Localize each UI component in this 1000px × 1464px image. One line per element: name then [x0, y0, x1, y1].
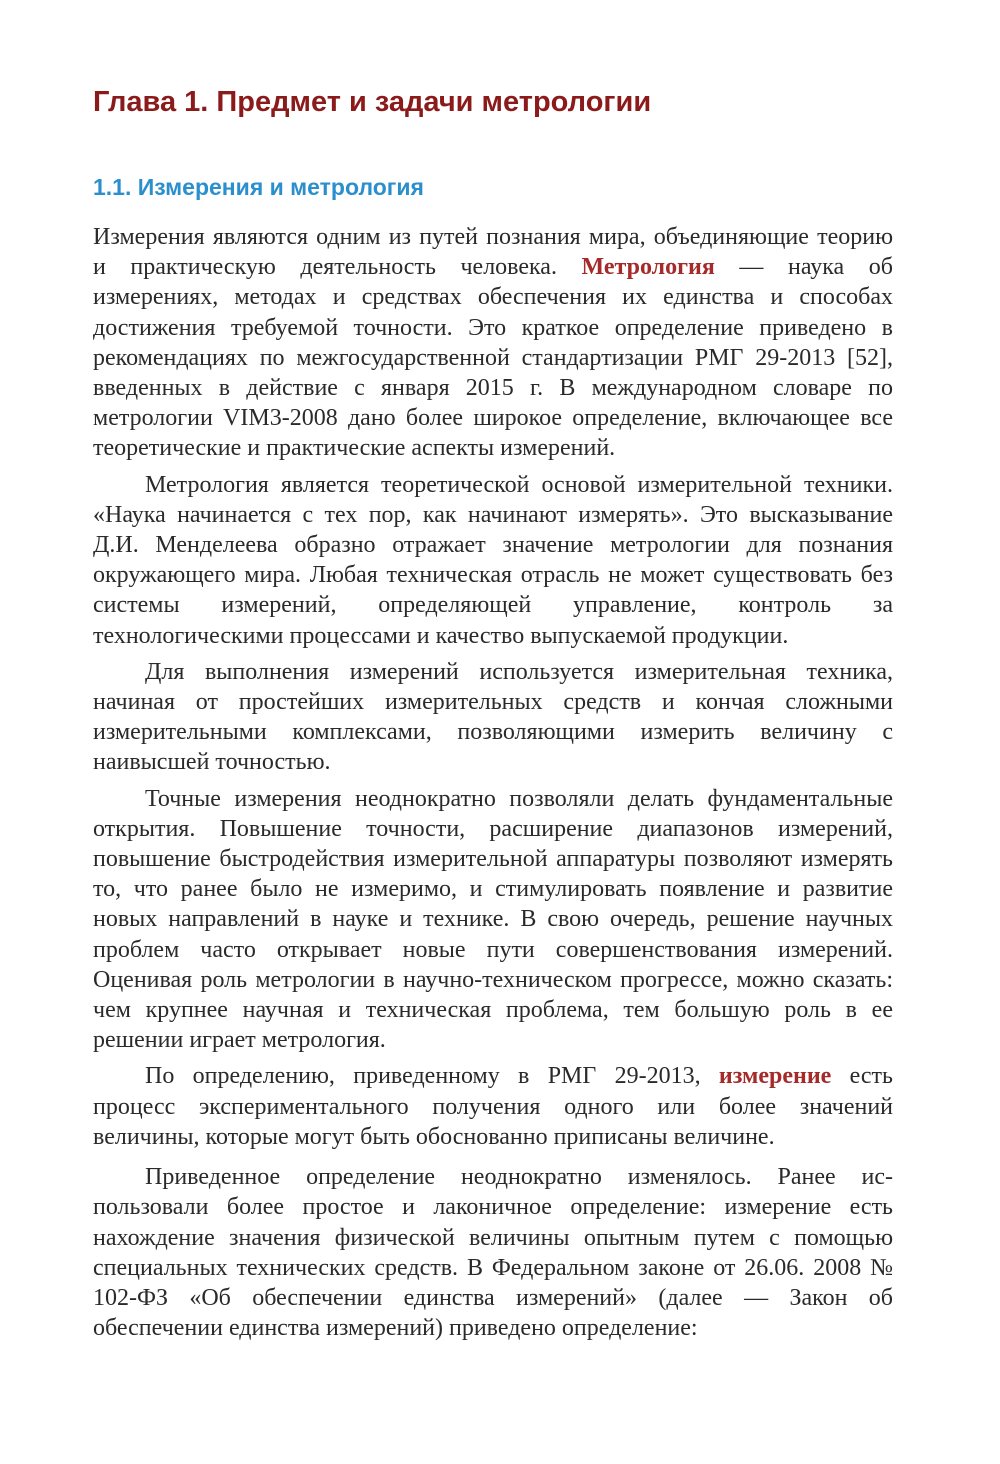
section-title: 1.1. Измерения и метрология [93, 174, 424, 200]
paragraph-5-before: По определению, приведенному в РМГ 29-2013, [145, 1063, 719, 1090]
chapter-title: Глава 1. Предмет и задачи метрологии [93, 86, 652, 118]
paragraph-1-before: Измерения являются одним из путей познания мира, объединяющие теорию и практическую деятельность человека. [93, 224, 893, 281]
paragraph-1-after: — наука об измерениях, методах и средствах обеспечения их единства и способах достижения требуемой точности. Это краткое определение приведено в рекомендациях по межгосударственной стандартизации РМГ 29-2013 [52], введенных в действие с января 2015 г. В международном словаре по метрологии VIM3-2008 дано более широкое определение, включающее все теоретические и практические аспекты измерений. [93, 254, 893, 462]
paragraph-4: Точные измерения неоднократно позволяли делать фундаментальные открытия. Повышение точности, расширение диапазонов измерений, повышение быстродействия измерительной аппаратуры позволяют измерять то, что ранее было не измеримо, и стимулировать появление и развитие новых направлений в науке и технике. В свою очередь, решение научных проблем часто открывает новые пути совершенствования измерений. Оценивая роль метрологии в научно-техническом прогрессе, можно сказать: чем крупнее научная и техническая проблема, тем большую роль в ее решении играет метрология. [93, 785, 893, 1054]
paragraph-6: Приведенное определение неоднократно изменялось. Ранее использовали более простое и лаконичное определение: измерение есть нахождение значения физической величины опытным путем с помощью специальных технических средств. В Федеральном законе от 26.06. 2008 № 102-ФЗ «Об обеспечении единства измерений» (далее — Закон об обеспечении единства измерений) приведено определение: [93, 1164, 893, 1342]
body-text [93, 222, 893, 1343]
paragraph-1 [93, 222, 893, 464]
paragraph-5 [93, 1061, 893, 1152]
term-measurement: измерение [718, 1063, 832, 1090]
paragraph-2: Метрология является теоретической основой измерительной техники. «Наука начинается с тех пор, как начинают измерять». Это высказывание Д.И. Менделеева образно отражает значение метрологии для познания окружающего мира. Любая техническая отрасль не может существовать без системы измерений, определяющей управление, контроль за технологическими процессами и качество выпускаемой продукции. [93, 471, 893, 649]
paragraph-5-after: есть процесс экспериментального получения одного или более значений величины, которые могут быть обоснованно приписаны величине. [93, 1063, 893, 1150]
paragraph-3: Для выполнения измерений используется измерительная техника, начиная от простейших измерительных средств и кончая сложными измерительными комплексами, позволяющими измерить величину с наивысшей точностью. [93, 658, 893, 776]
term-metrology: Метрология [581, 254, 715, 281]
